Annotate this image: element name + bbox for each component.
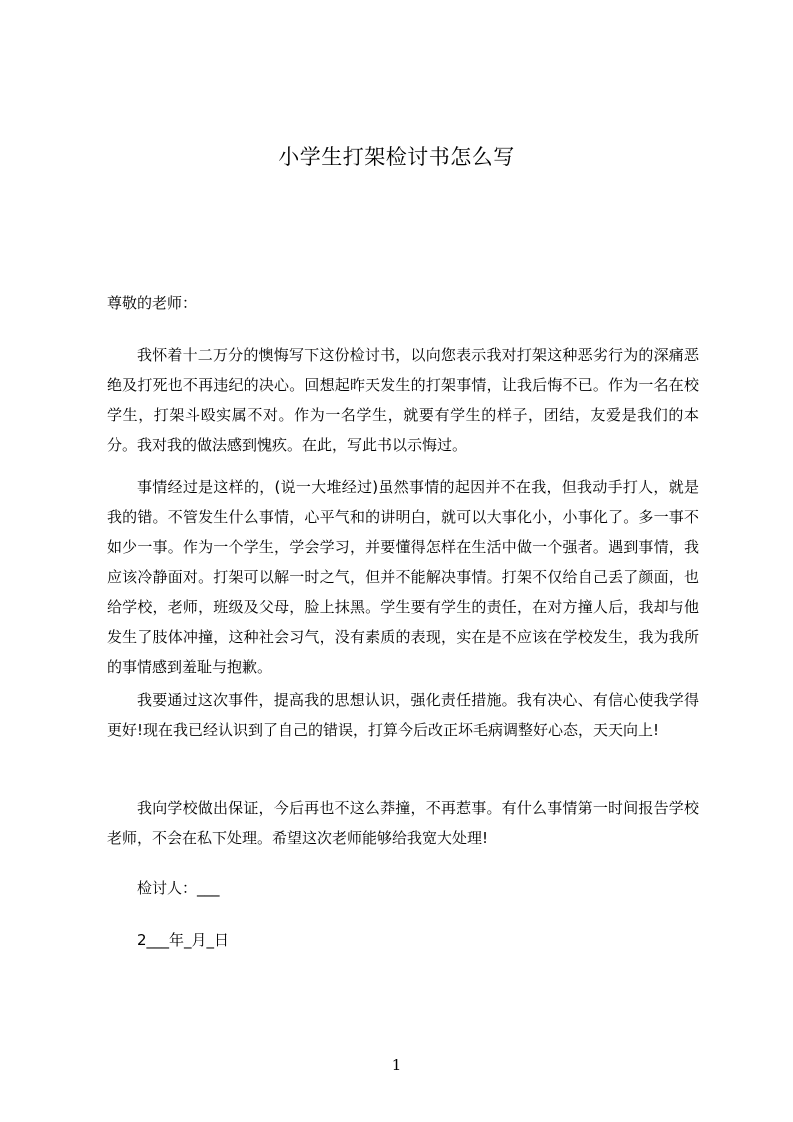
page-title: 小学生打架检讨书怎么写: [278, 145, 515, 169]
paragraph-4: 我向学校做出保证，今后再也不这么莽撞，不再惹事。有什么事情第一时间报告学校老师，不会在私下处理。希望这次老师能够给我宽大处理!: [107, 799, 699, 847]
date-line: 2___年_月_日: [137, 931, 230, 949]
paragraph-2: 事情经过是这样的，(说一大堆经过)虽然事情的起因并不在我，但我动手打人，就是我的错。不管发生什么事情，心平气和的讲明白，就可以大事化小，小事化了。多一事不如少一事。作为一个学生，学会学习，并要懂得怎样在生活中做一个强者。遇到事情，我应该冷静面对。打架可以解一时之气，但并不能解决事情。打架不仅给自己丢了颜面，也给学校，老师，班级及父母，脸上抹黑。学生要有学生的责任，在对方撞人后，我却与他发生了肢体冲撞，这种社会习气，没有素质的表现，实在是不应该在学校发生，我为我所的事情感到羞耻与抱歉。: [107, 478, 699, 676]
salutation: 尊敬的老师：: [107, 294, 198, 312]
signer-line: 检讨人：___: [137, 879, 220, 897]
paragraph-3: 我要通过这次事件，提高我的思想认识，强化责任措施。我有决心、有信心使我学得更好!现在我已经认识到了自己的错误，打算今后改正坏毛病调整好心态，天天向上!: [107, 691, 699, 739]
page-number: 1: [391, 1056, 402, 1074]
paragraph-1: 我怀着十二万分的懊悔写下这份检讨书，以向您表示我对打架这种恶劣行为的深痛恶绝及打死也不再违纪的决心。回想起昨天发生的打架事情，让我后悔不已。作为一名在校学生，打架斗殴实属不对。作为一名学生，就要有学生的样子，团结，友爱是我们的本分。我对我的做法感到愧疚。在此，写此书以示悔过。: [107, 346, 699, 454]
